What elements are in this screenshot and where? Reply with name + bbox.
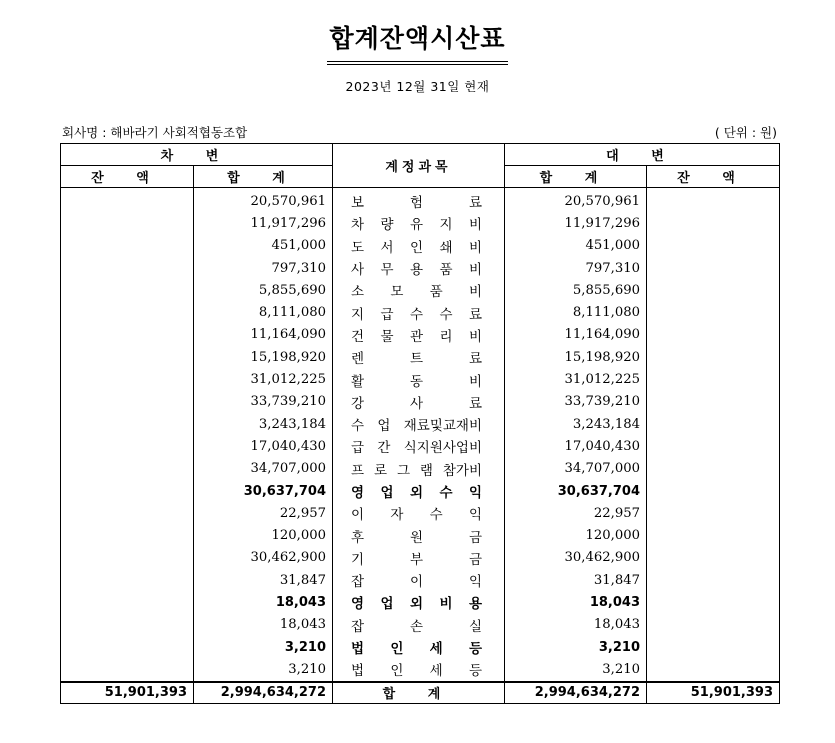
- account-name-part: 인: [390, 663, 404, 680]
- debit-total-cell: 31,847: [194, 569, 333, 591]
- account-name-part: 비: [468, 373, 482, 390]
- account-name-part: 금: [468, 551, 482, 568]
- account-cell: [333, 458, 505, 480]
- account-cell: [333, 212, 505, 234]
- debit-balance-cell: [61, 569, 194, 591]
- debit-balance-cell: [61, 413, 194, 435]
- debit-total-header: 합 계: [194, 166, 333, 188]
- account-name-part: 등: [468, 641, 482, 658]
- debit-balance-cell: [61, 614, 194, 636]
- debit-balance-header: 잔 액: [61, 166, 194, 188]
- table-row: [61, 212, 780, 234]
- credit-total-cell: 31,012,225: [505, 368, 647, 390]
- account-name-part: 비: [468, 217, 482, 234]
- debit-balance-cell: [61, 480, 194, 502]
- table-row: [61, 301, 780, 323]
- account-name-part: 렌: [351, 351, 365, 368]
- debit-total-cell: 17,040,430: [194, 435, 333, 457]
- account-name: [351, 481, 482, 501]
- account-name-part: 서: [380, 239, 394, 256]
- account-name-part: 금: [468, 529, 482, 546]
- account-name-part: 손: [409, 618, 424, 635]
- account-name-part: 비: [468, 262, 482, 279]
- debit-header: 차 변: [61, 144, 333, 166]
- table-row: [61, 524, 780, 546]
- credit-total-cell: 11,164,090: [505, 324, 647, 346]
- account-name-part: 잡: [351, 574, 365, 591]
- account-name-part: 부: [409, 551, 424, 568]
- account-name-part: 동: [409, 373, 424, 390]
- totals-row: [61, 682, 780, 704]
- credit-balance-cell: [647, 279, 780, 301]
- table-row: [61, 569, 780, 591]
- company-name: 회사명 : 해바라기 사회적협동조합: [62, 125, 248, 140]
- account-name: [351, 370, 482, 390]
- credit-balance-cell: [647, 212, 780, 234]
- account-cell: [333, 569, 505, 591]
- account-name-part: 수: [429, 507, 443, 524]
- account-name-part: 후: [351, 529, 365, 546]
- account-name-part: 인: [409, 239, 424, 256]
- credit-total-cell: 3,243,184: [505, 413, 647, 435]
- account-name-part: 세: [429, 663, 443, 680]
- credit-total-cell: 120,000: [505, 524, 647, 546]
- account-name: [351, 347, 482, 367]
- account-name-part: 익: [468, 485, 482, 501]
- debit-total-cell: 3,210: [194, 636, 333, 658]
- account-name-part: 품: [439, 262, 453, 279]
- debit-total-cell: 18,043: [194, 614, 333, 636]
- total-credit-balance: 51,901,393: [647, 682, 780, 704]
- debit-balance-cell: [61, 435, 194, 457]
- debit-total-cell: 11,164,090: [194, 324, 333, 346]
- account-name-part: 그: [396, 462, 410, 479]
- account-name-part: 료: [468, 351, 482, 368]
- account-name-part: 물: [380, 328, 394, 345]
- account-name-part: 료: [468, 395, 482, 412]
- account-name-part: 프: [351, 462, 365, 479]
- credit-total-cell: 30,462,900: [505, 547, 647, 569]
- credit-total-cell: 451,000: [505, 235, 647, 257]
- account-name-part: 용: [409, 262, 424, 279]
- account-name-part: 식지원사업비: [403, 440, 482, 457]
- account-name-part: 간: [377, 440, 391, 457]
- debit-balance-cell: [61, 301, 194, 323]
- account-name: [351, 637, 482, 657]
- credit-total-cell: 15,198,920: [505, 346, 647, 368]
- account-name-part: 자: [390, 507, 404, 524]
- credit-balance-cell: [647, 502, 780, 524]
- account-name: [351, 236, 482, 256]
- credit-total-cell: 33,739,210: [505, 391, 647, 413]
- debit-balance-cell: [61, 346, 194, 368]
- credit-balance-cell: [647, 301, 780, 323]
- debit-balance-cell: [61, 547, 194, 569]
- debit-balance-cell: [61, 212, 194, 234]
- account-name-part: 참가비: [442, 462, 482, 479]
- credit-total-cell: 22,957: [505, 502, 647, 524]
- debit-total-cell: 33,739,210: [194, 391, 333, 413]
- account-name-part: 업: [377, 418, 391, 435]
- table-row: [61, 636, 780, 658]
- credit-total-cell: 797,310: [505, 257, 647, 279]
- account-name-part: 비: [468, 328, 482, 345]
- account-name-part: 강: [351, 395, 365, 412]
- debit-total-cell: 30,637,704: [194, 480, 333, 502]
- account-name: [351, 570, 482, 590]
- debit-total-cell: 30,462,900: [194, 547, 333, 569]
- debit-balance-cell: [61, 368, 194, 390]
- table-row: [61, 368, 780, 390]
- account-name-part: 사: [351, 262, 365, 279]
- credit-total-cell: 18,043: [505, 591, 647, 613]
- table-row: [61, 413, 780, 435]
- credit-balance-cell: [647, 235, 780, 257]
- account-name: [351, 592, 482, 612]
- report-title: 합계잔액시산표: [327, 22, 507, 65]
- table-row: [61, 435, 780, 457]
- debit-balance-cell: [61, 502, 194, 524]
- credit-balance-cell: [647, 188, 780, 213]
- account-name-part: 료: [468, 306, 482, 323]
- debit-total-cell: 120,000: [194, 524, 333, 546]
- credit-balance-cell: [647, 391, 780, 413]
- table-row: [61, 391, 780, 413]
- credit-balance-cell: [647, 658, 780, 681]
- report-title-wrap: [0, 22, 835, 65]
- account-cell: [333, 391, 505, 413]
- debit-balance-cell: [61, 235, 194, 257]
- account-name-part: 차: [351, 217, 365, 234]
- total-label: 합 계: [333, 682, 505, 704]
- account-name-part: 료: [468, 195, 482, 212]
- credit-total-cell: 3,210: [505, 636, 647, 658]
- account-name-part: 인: [390, 641, 404, 658]
- account-name-part: 급: [351, 440, 365, 457]
- credit-header: 대 변: [505, 144, 780, 166]
- credit-balance-cell: [647, 368, 780, 390]
- debit-balance-cell: [61, 636, 194, 658]
- credit-balance-cell: [647, 413, 780, 435]
- debit-balance-cell: [61, 591, 194, 613]
- account-name: [351, 213, 482, 233]
- account-name-part: 익: [468, 574, 482, 591]
- account-name-part: 비: [468, 284, 482, 301]
- account-name-part: 업: [380, 485, 394, 501]
- account-cell: [333, 591, 505, 613]
- account-cell: [333, 524, 505, 546]
- account-name-part: 소: [351, 284, 365, 301]
- account-name-part: 모: [390, 284, 404, 301]
- account-cell: [333, 301, 505, 323]
- account-name-part: 용: [468, 596, 482, 613]
- credit-balance-cell: [647, 547, 780, 569]
- account-name-part: 수: [409, 306, 424, 323]
- account-name: [351, 615, 482, 635]
- account-name-part: 익: [468, 507, 482, 524]
- credit-balance-cell: [647, 257, 780, 279]
- credit-total-cell: 8,111,080: [505, 301, 647, 323]
- account-name-part: 도: [351, 239, 365, 256]
- credit-total-header: 합 계: [505, 166, 647, 188]
- credit-total-cell: 30,637,704: [505, 480, 647, 502]
- credit-balance-cell: [647, 458, 780, 480]
- debit-balance-cell: [61, 324, 194, 346]
- total-debit-total: 2,994,634,272: [194, 682, 333, 704]
- debit-total-cell: 34,707,000: [194, 458, 333, 480]
- credit-balance-cell: [647, 614, 780, 636]
- account-name-part: 영: [351, 485, 365, 501]
- debit-total-cell: 5,855,690: [194, 279, 333, 301]
- total-credit-total: 2,994,634,272: [505, 682, 647, 704]
- account-name: [351, 191, 482, 211]
- debit-balance-cell: [61, 391, 194, 413]
- account-name-part: 잡: [351, 618, 365, 635]
- credit-total-cell: 31,847: [505, 569, 647, 591]
- debit-total-cell: 15,198,920: [194, 346, 333, 368]
- account-cell: [333, 547, 505, 569]
- debit-balance-cell: [61, 658, 194, 681]
- credit-total-cell: 11,917,296: [505, 212, 647, 234]
- account-name-part: 세: [429, 641, 443, 658]
- account-name-part: 법: [351, 663, 365, 680]
- table-row: [61, 658, 780, 681]
- account-name-part: 원: [409, 529, 424, 546]
- debit-total-cell: 3,210: [194, 658, 333, 681]
- account-name-part: 재료및교재비: [403, 418, 482, 435]
- account-name-part: 비: [468, 239, 482, 256]
- credit-total-cell: 34,707,000: [505, 458, 647, 480]
- table-row: [61, 188, 780, 213]
- debit-balance-cell: [61, 257, 194, 279]
- table-body: [61, 188, 780, 682]
- account-cell: [333, 188, 505, 213]
- account-name-part: 사: [409, 395, 424, 412]
- account-name: [351, 436, 482, 456]
- account-name-part: 등: [468, 663, 482, 680]
- account-name-part: 량: [380, 217, 394, 234]
- account-name-part: 업: [380, 596, 394, 613]
- credit-balance-cell: [647, 524, 780, 546]
- account-name-part: 수: [351, 418, 365, 435]
- account-cell: [333, 279, 505, 301]
- account-name-part: 활: [351, 373, 365, 390]
- account-name-part: 수: [439, 485, 453, 501]
- account-name-part: 유: [409, 217, 424, 234]
- account-name: [351, 459, 482, 479]
- account-cell: [333, 614, 505, 636]
- table-row: [61, 502, 780, 524]
- account-name-part: 기: [351, 551, 365, 568]
- account-cell: [333, 257, 505, 279]
- account-name-part: 관: [409, 328, 424, 345]
- account-cell: [333, 480, 505, 502]
- account-name-part: 이: [351, 507, 365, 524]
- debit-total-cell: 20,570,961: [194, 188, 333, 213]
- account-name-part: 품: [429, 284, 443, 301]
- account-name-part: 급: [380, 306, 394, 323]
- account-name-part: 수: [439, 306, 453, 323]
- debit-balance-cell: [61, 279, 194, 301]
- credit-total-cell: 3,210: [505, 658, 647, 681]
- account-name-part: 비: [439, 596, 453, 613]
- debit-total-cell: 18,043: [194, 591, 333, 613]
- account-name: [351, 503, 482, 523]
- account-name: [351, 303, 482, 323]
- account-name-part: 실: [468, 618, 482, 635]
- table-row: [61, 324, 780, 346]
- unit-label: ( 단위 : 원): [714, 125, 777, 140]
- account-name-part: 리: [439, 328, 453, 345]
- account-name-part: 영: [351, 596, 365, 613]
- debit-balance-cell: [61, 524, 194, 546]
- account-name-part: 외: [409, 596, 424, 613]
- account-name: [351, 526, 482, 546]
- debit-total-cell: 3,243,184: [194, 413, 333, 435]
- account-cell: [333, 346, 505, 368]
- table-row: [61, 480, 780, 502]
- account-name-part: 보: [351, 195, 365, 212]
- account-name: [351, 280, 482, 300]
- debit-balance-cell: [61, 188, 194, 213]
- account-name-part: 무: [380, 262, 394, 279]
- account-name: [351, 548, 482, 568]
- table-row: [61, 346, 780, 368]
- debit-total-cell: 22,957: [194, 502, 333, 524]
- credit-total-cell: 17,040,430: [505, 435, 647, 457]
- account-name-part: 지: [439, 217, 453, 234]
- account-name: [351, 258, 482, 278]
- debit-total-cell: 451,000: [194, 235, 333, 257]
- credit-balance-cell: [647, 324, 780, 346]
- account-name: [351, 414, 482, 434]
- account-cell: [333, 658, 505, 681]
- debit-balance-cell: [61, 458, 194, 480]
- credit-balance-cell: [647, 636, 780, 658]
- account-name-part: 로: [373, 462, 388, 479]
- credit-balance-header: 잔 액: [647, 166, 780, 188]
- account-name-part: 외: [409, 485, 424, 501]
- account-name-part: 법: [351, 641, 365, 658]
- account-name-part: 지: [351, 306, 365, 323]
- account-name-part: 쇄: [439, 239, 453, 256]
- account-name-part: 험: [409, 195, 424, 212]
- account-cell: [333, 413, 505, 435]
- table-row: [61, 235, 780, 257]
- debit-total-cell: 8,111,080: [194, 301, 333, 323]
- account-header: 계정과목: [333, 144, 505, 188]
- debit-total-cell: 11,917,296: [194, 212, 333, 234]
- credit-total-cell: 20,570,961: [505, 188, 647, 213]
- account-name-part: 건: [351, 328, 365, 345]
- table-row: [61, 614, 780, 636]
- account-cell: [333, 368, 505, 390]
- credit-balance-cell: [647, 346, 780, 368]
- account-cell: [333, 502, 505, 524]
- credit-balance-cell: [647, 569, 780, 591]
- trial-balance-table: [60, 143, 780, 704]
- table-row: [61, 591, 780, 613]
- account-name: [351, 325, 482, 345]
- account-cell: [333, 235, 505, 257]
- account-name: [351, 392, 482, 412]
- table-row: [61, 547, 780, 569]
- account-name: [351, 659, 482, 679]
- credit-balance-cell: [647, 480, 780, 502]
- credit-balance-cell: [647, 591, 780, 613]
- credit-total-cell: 5,855,690: [505, 279, 647, 301]
- account-cell: [333, 435, 505, 457]
- account-name-part: 이: [409, 574, 424, 591]
- table-row: [61, 257, 780, 279]
- account-name-part: 램: [419, 462, 433, 479]
- account-name-part: 트: [409, 351, 424, 368]
- credit-total-cell: 18,043: [505, 614, 647, 636]
- report-date: 2023년 12월 31일 현재: [345, 79, 490, 94]
- account-cell: [333, 324, 505, 346]
- debit-total-cell: 797,310: [194, 257, 333, 279]
- debit-total-cell: 31,012,225: [194, 368, 333, 390]
- credit-balance-cell: [647, 435, 780, 457]
- account-cell: [333, 636, 505, 658]
- total-debit-balance: 51,901,393: [61, 682, 194, 704]
- table-row: [61, 458, 780, 480]
- table-row: [61, 279, 780, 301]
